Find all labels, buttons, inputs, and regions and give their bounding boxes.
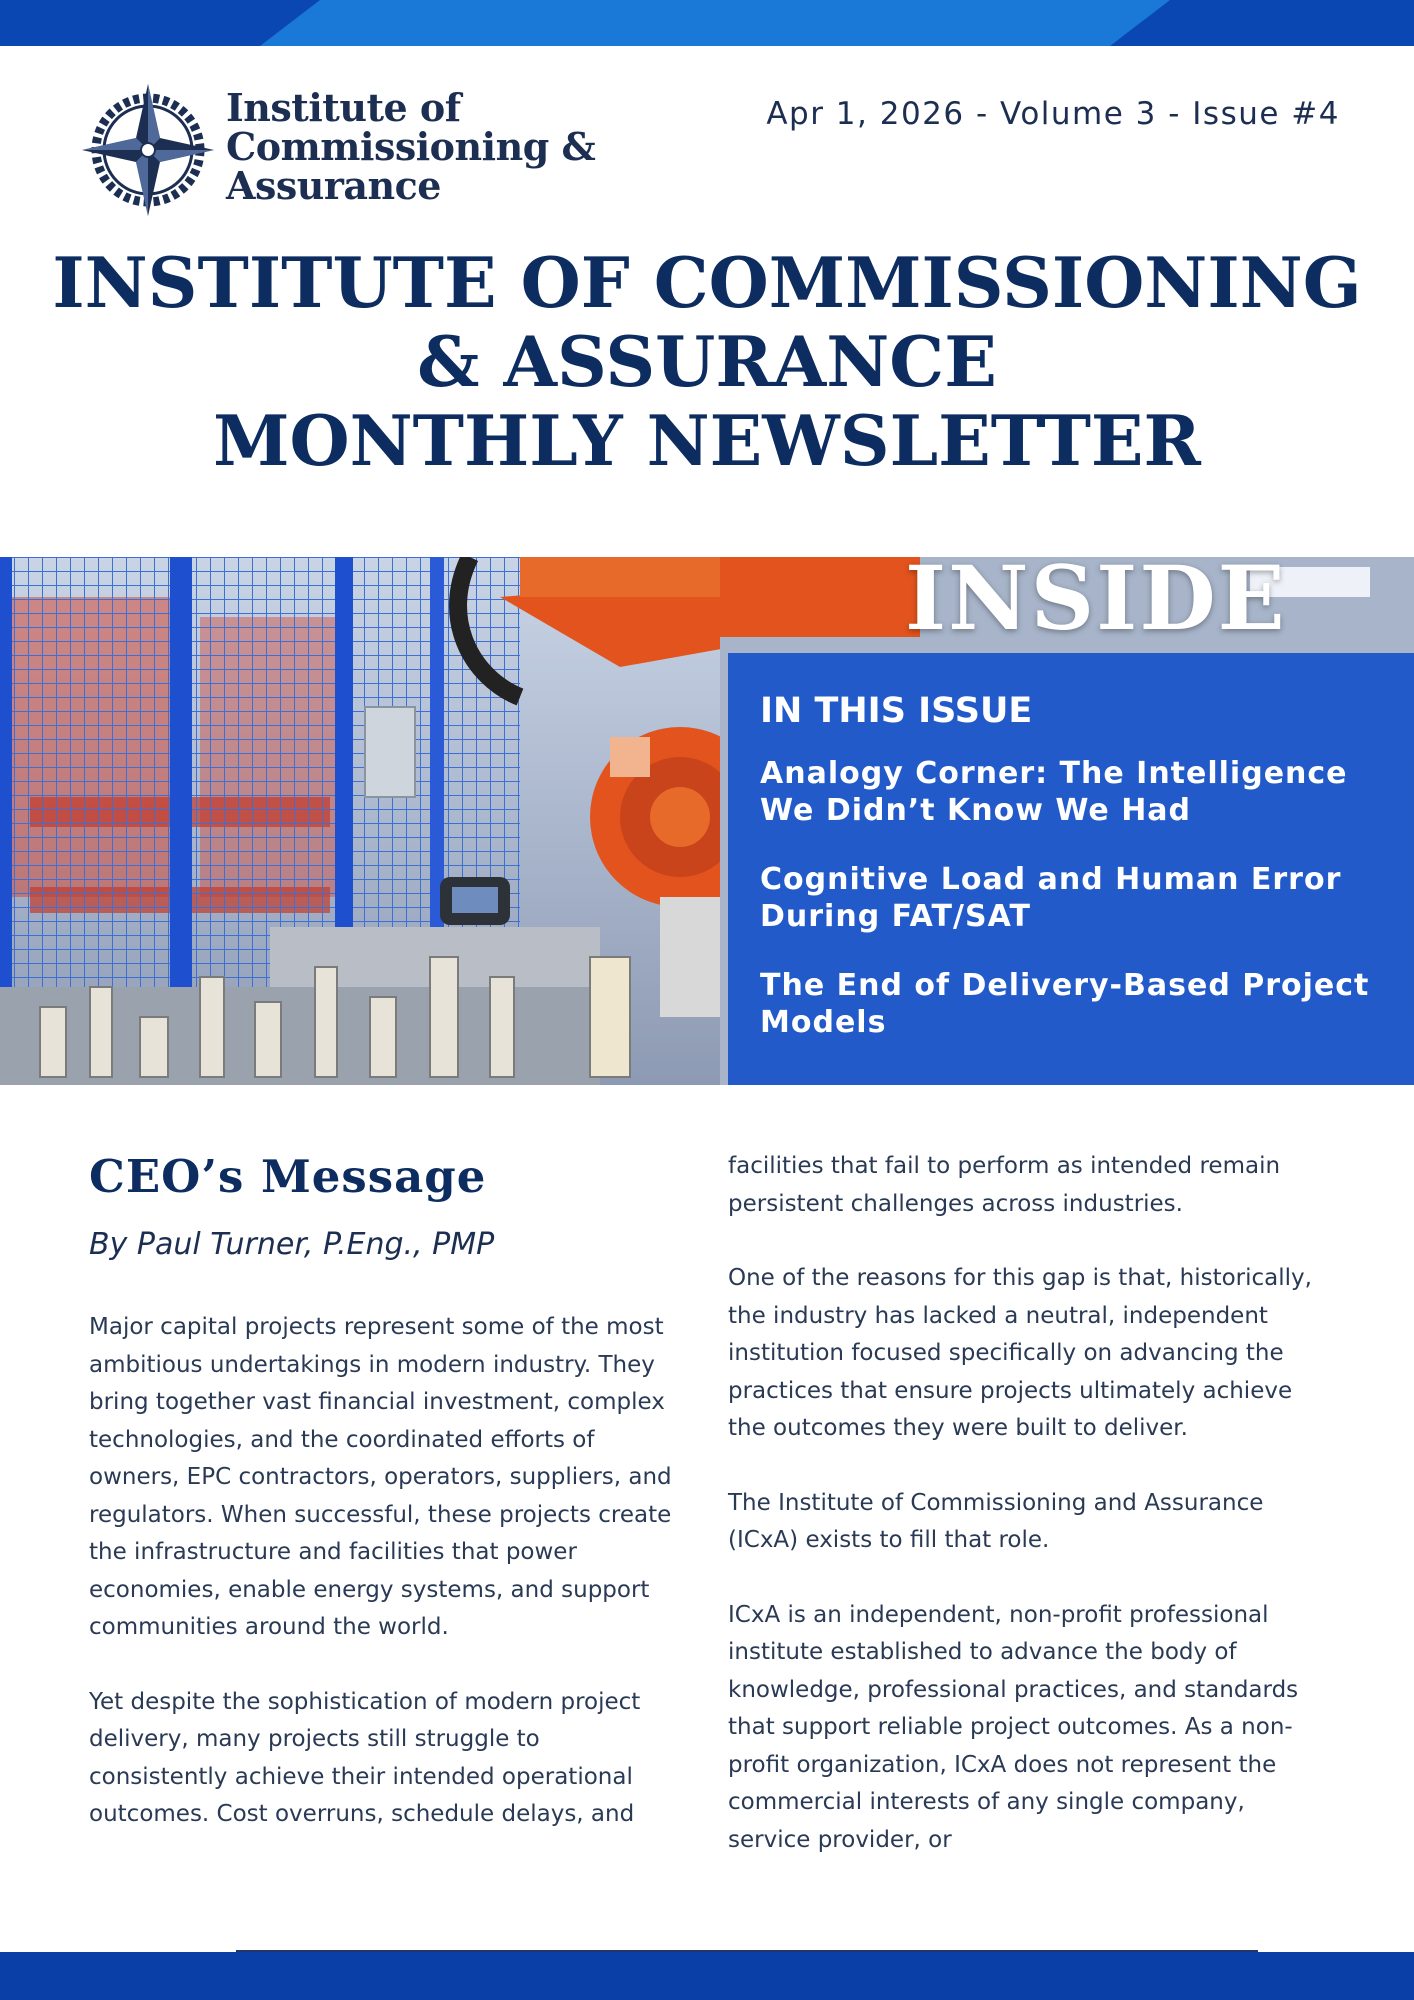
compass-star-icon <box>82 82 214 218</box>
inside-heading-word: INSIDE <box>905 546 1287 650</box>
masthead-line-1: INSTITUTE OF COMMISSIONING <box>52 243 1362 324</box>
article-paragraph: The Institute of Commissioning and Assurance (ICxA) exists to fill that role. <box>728 1489 1264 1553</box>
issue-item-cognitive-load: Cognitive Load and Human Error During FAT/SAT <box>760 862 1342 934</box>
footer-color-band <box>0 1952 1414 2000</box>
issue-date-volume: Apr 1, 2026 - Volume 3 - Issue #4 <box>766 96 1340 132</box>
issue-item-delivery-models: The End of Delivery-Based Project Models <box>760 968 1370 1040</box>
masthead-line-2: & ASSURANCE <box>417 322 997 403</box>
masthead-line-3: MONTHLY NEWSLETTER <box>213 401 1201 482</box>
logo-wordmark <box>226 85 596 208</box>
issue-item-analogy-corner: Analogy Corner: The Intelligence We Didn’t Know We Had <box>760 756 1348 828</box>
article-left-column <box>89 1150 679 1871</box>
in-this-issue-panel <box>728 653 1414 1085</box>
article-paragraph: ICxA is an independent, non-profit professional institute established to advance the body of knowledge, professional practices, and standards that support reliable project outcomes. As a non-profit organization, ICxA does not represent the commercial interests of any single company, service provider, or <box>728 1601 1299 1853</box>
newsletter-masthead <box>0 244 1414 481</box>
in-this-issue-title: IN THIS ISSUE <box>760 691 1033 731</box>
article-title: CEO’s Message <box>89 1150 487 1203</box>
logo-line-3: Assurance <box>226 163 441 208</box>
article-paragraph: Yet despite the sophistication of modern project delivery, many projects still struggle to consistently achieve their intended operational outcomes. Cost overruns, schedule delays, and <box>89 1688 641 1827</box>
logo-line-2: Commissioning & <box>226 124 596 169</box>
logo-line-1: Institute of <box>226 85 461 130</box>
article-right-column <box>728 1148 1318 1896</box>
article-paragraph: Major capital projects represent some of the most ambitious undertakings in modern industry. They bring together vast financial investment, complex technologies, and the coordinated efforts of owners, EPC contractors, operators, suppliers, and regulators. When successful, these projects create the infrastructure and facilities that power economies, enable energy systems, and support communities around the world. <box>89 1314 672 1640</box>
article-paragraph: facilities that fail to perform as intended remain persistent challenges across industries. <box>728 1153 1281 1217</box>
article-paragraph: One of the reasons for this gap is that, historically, the industry has lacked a neutral, independent institution focused specifically on advancing the practices that ensure projects ultimately achieve the outcomes they were built to deliver. <box>728 1265 1312 1441</box>
top-color-band <box>0 0 1414 46</box>
institute-logo <box>82 82 596 222</box>
article-byline: By Paul Turner, P.Eng., PMP <box>89 1226 495 1262</box>
